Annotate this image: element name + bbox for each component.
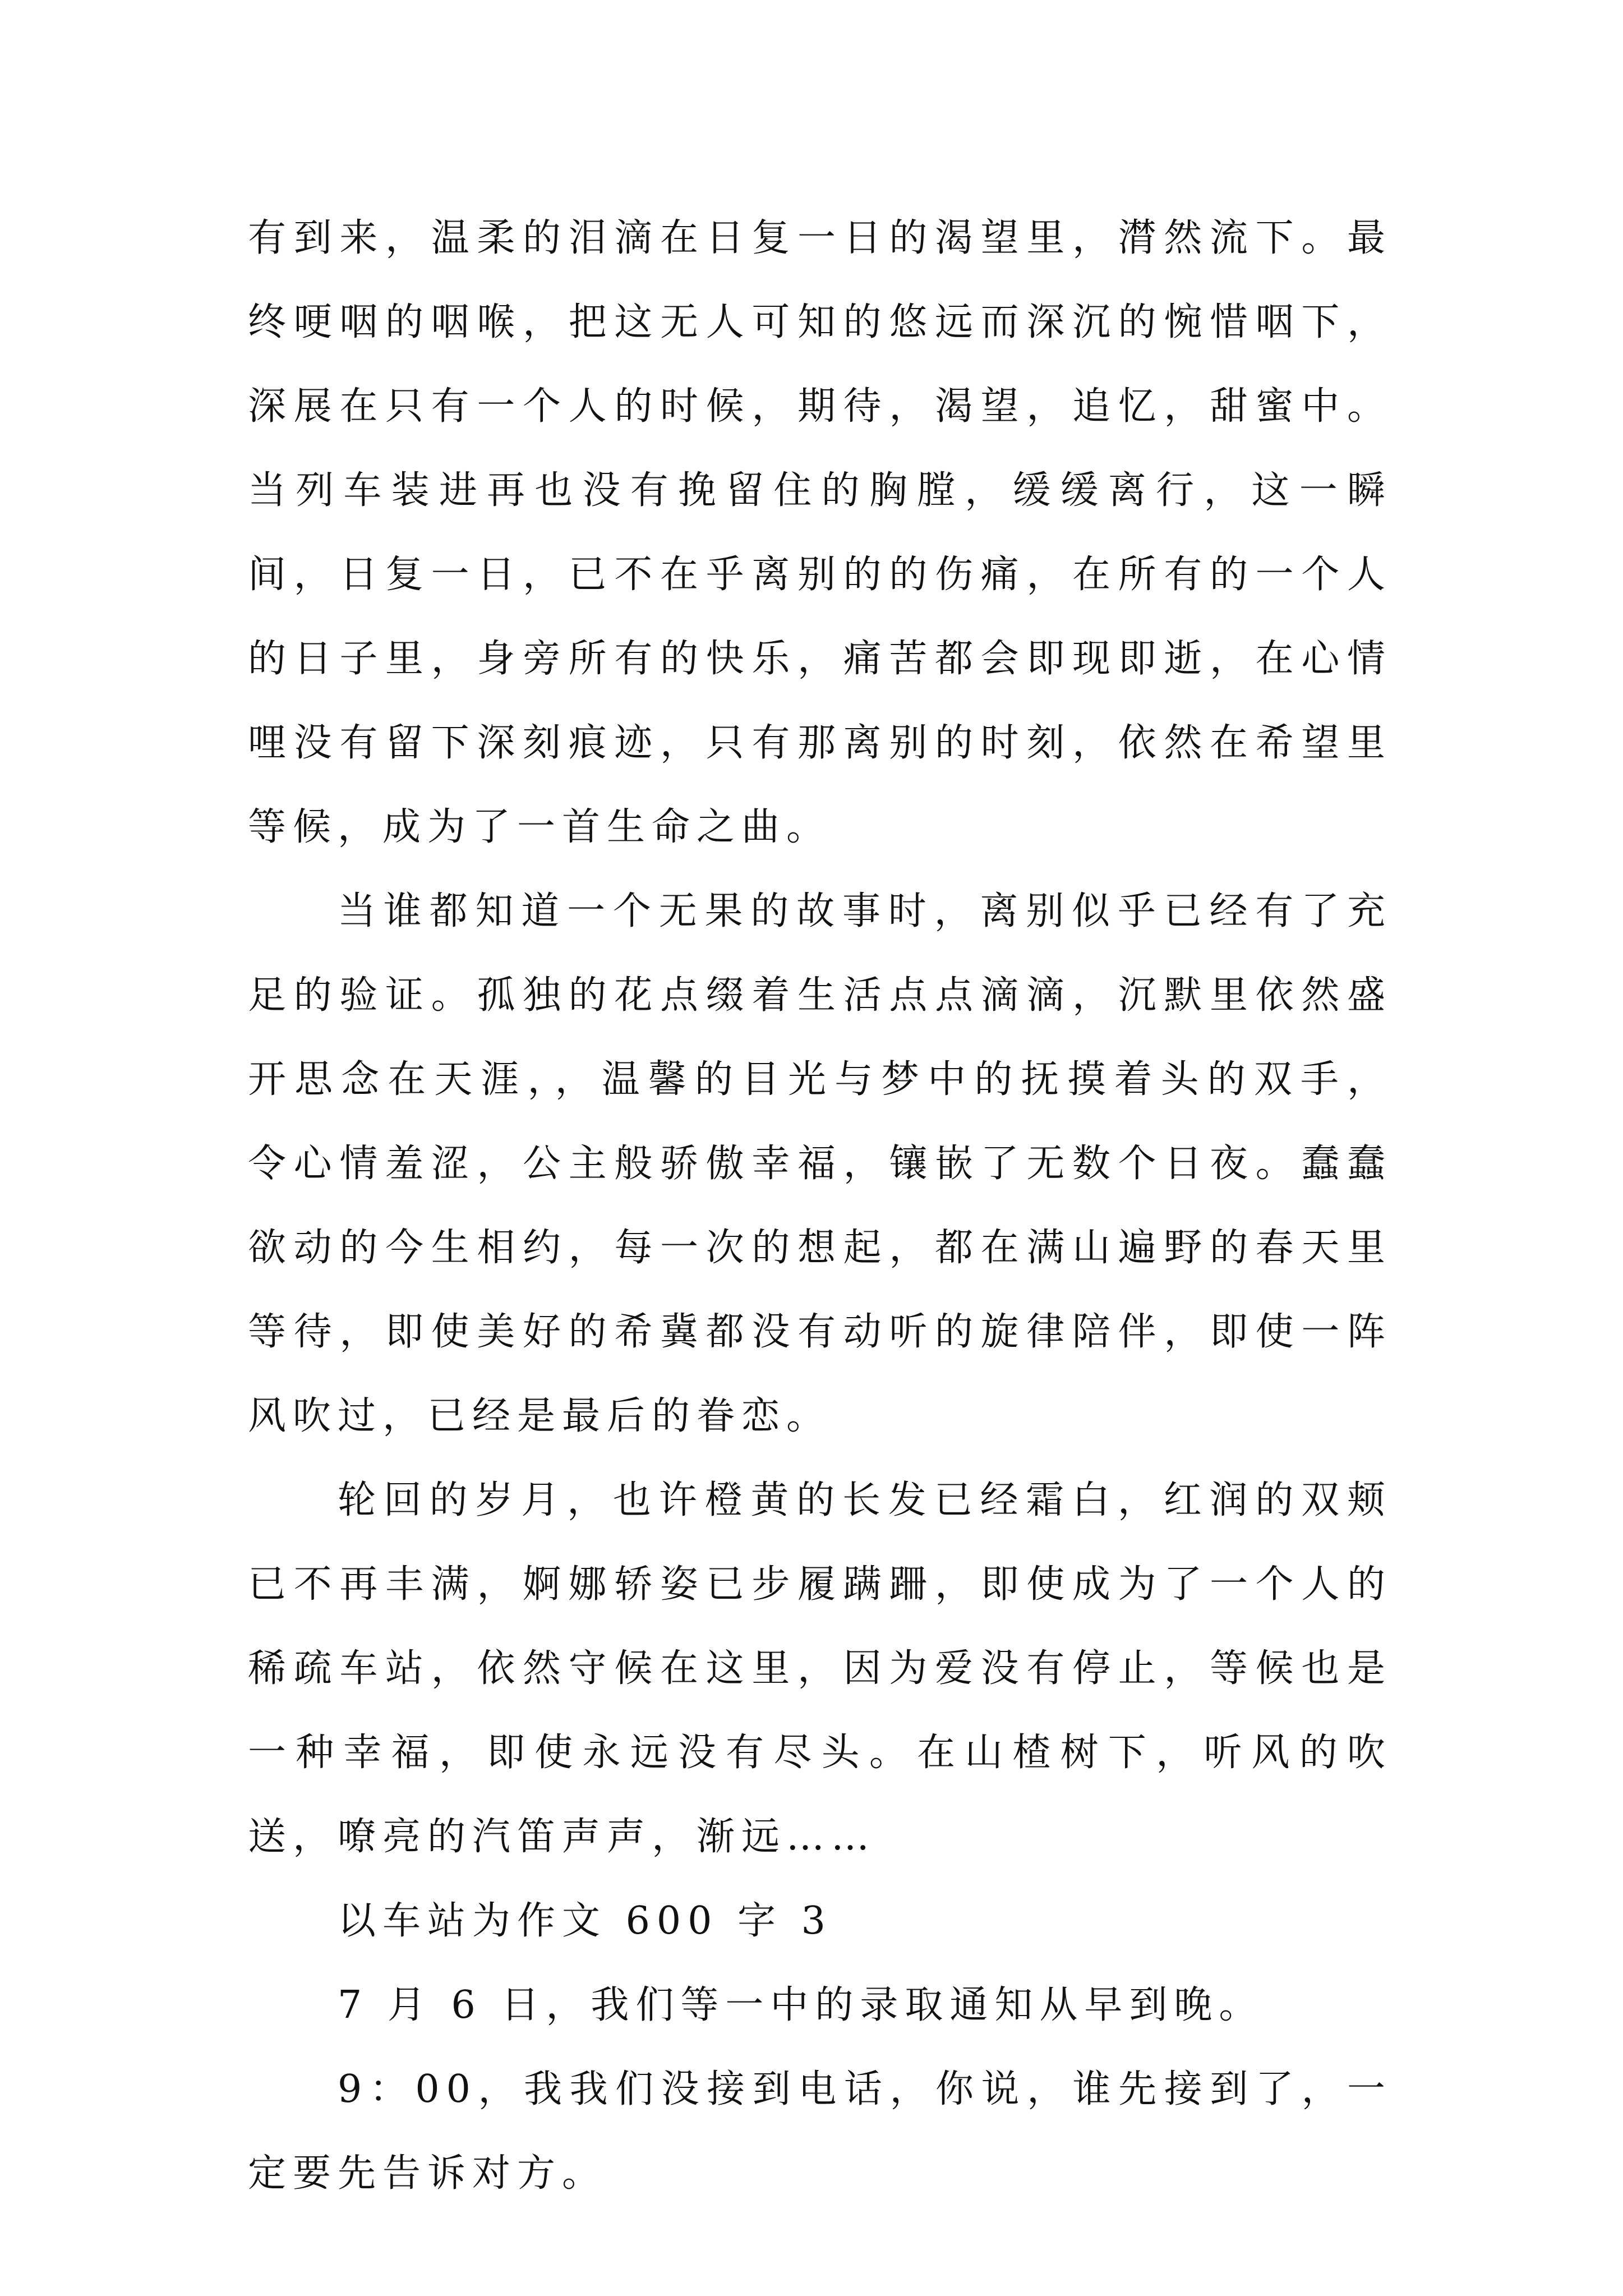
paragraph-5: 9：00，我我们没接到电话，你说，谁先接到了，一定要先告诉对方。 xyxy=(248,2067,1392,2196)
document-body xyxy=(248,196,1392,2216)
paragraph-2: 当谁都知道一个无果的故事时，离别似乎已经有了充足的验证。孤独的花点缀着生活点点滴滴，沉默里依然盛开思念在天涯，，温馨的目光与梦中的抚摸着头的双手，令心情羞涩，公主般骄傲幸福，镶嵌了无数个日夜。蠢蠢欲动的今生相约，每一次的想起，都在满山遍野的春天里等待，即使美好的希冀都没有动听的旋律陪伴，即使一阵风吹过，已经是最后的眷恋。 xyxy=(248,889,1392,1438)
section-heading: 以车站为作文 600 字 3 xyxy=(338,1899,832,1943)
paragraph-1: 有到来，温柔的泪滴在日复一日的渴望里，潸然流下。最终哽咽的咽喉，把这无人可知的悠远而深沉的惋惜咽下，深展在只有一个人的时候，期待，渴望，追忆，甜蜜中。当列车装进再也没有挽留住的胸膛，缓缓离行，这一瞬间，日复一日，已不在乎离别的的伤痛，在所有的一个人的日子里，身旁所有的快乐，痛苦都会即现即逝，在心情哩没有留下深刻痕迹，只有那离别的时刻，依然在希望里等候，成为了一首生命之曲。 xyxy=(248,216,1392,849)
paragraph-3: 轮回的岁月，也许橙黄的长发已经霜白，红润的双颊已不再丰满，婀娜轿姿已步履蹒跚，即使成为了一个人的稀疏车站，依然守候在这里，因为爱没有停止，等候也是一种幸福，即使永远没有尽头。在山楂树下，听风的吹送，嘹亮的汽笛声声，渐远…… xyxy=(248,1478,1392,1859)
paragraph-4: 7 月 6 日，我们等一中的录取通知从早到晚。 xyxy=(338,1983,1264,2027)
